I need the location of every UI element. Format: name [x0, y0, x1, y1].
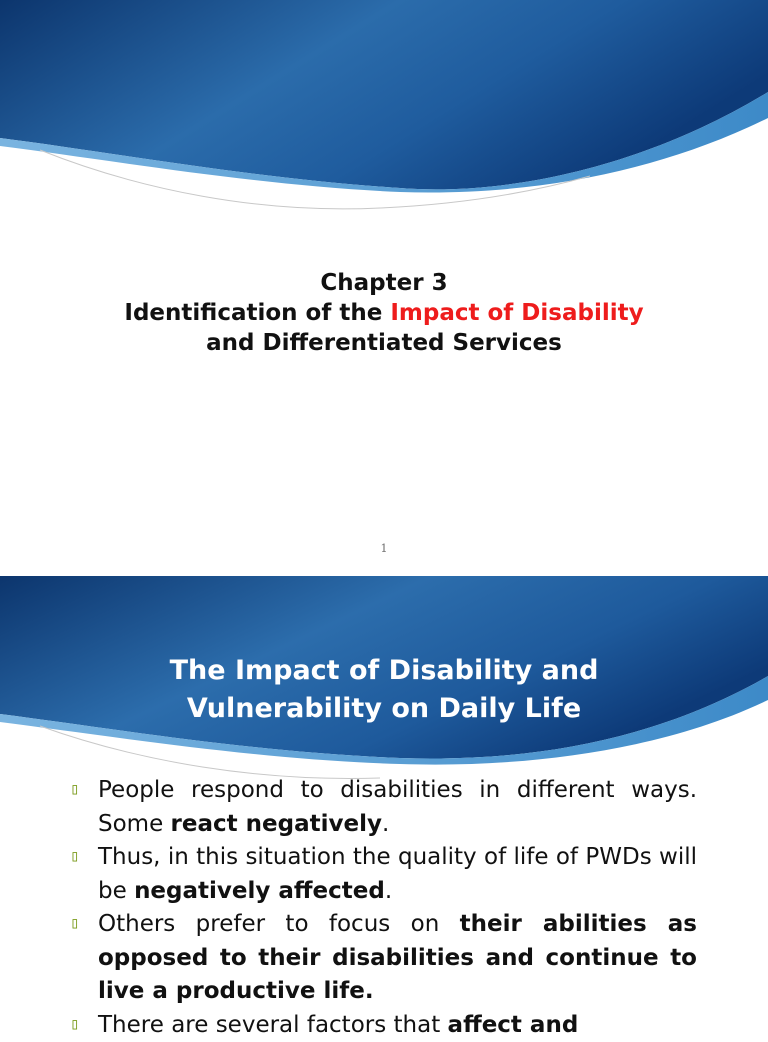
- bullet-icon: ▯: [70, 772, 80, 806]
- bullet-icon: ▯: [70, 839, 80, 873]
- bullet-text: Others prefer to focus on: [98, 911, 460, 937]
- list-item: [70, 908, 697, 1009]
- chapter-title-prefix: Identification of the: [124, 300, 390, 326]
- bullet-list: [70, 774, 697, 1042]
- bullet-text-end: .: [382, 811, 389, 837]
- bullet-icon: ▯: [70, 1007, 80, 1041]
- slide-title: [0, 652, 768, 728]
- bullet-text-end: .: [385, 878, 392, 904]
- list-item: [70, 841, 697, 908]
- bullet-bold-text: their abilities as opposed to their disabilities and continue to live a productive life.: [98, 911, 697, 1004]
- slide-title-line-2: Vulnerability on Daily Life: [0, 690, 768, 728]
- bullet-bold-text: affect and: [448, 1012, 579, 1038]
- chapter-title-line: [0, 298, 768, 328]
- bullet-text: People respond to disabilities in different ways. Some: [98, 777, 697, 837]
- slide-title-line-1: The Impact of Disability and: [0, 652, 768, 690]
- chapter-title-accent: Impact of Disability: [390, 300, 643, 326]
- list-item: [70, 774, 697, 841]
- page-number: 1: [0, 542, 768, 555]
- chapter-title: [0, 268, 768, 358]
- banner-wave: [0, 0, 768, 230]
- bullet-bold-text: negatively affected: [134, 878, 385, 904]
- slide-2: [0, 576, 768, 1024]
- bullet-icon: ▯: [70, 906, 80, 940]
- chapter-subtitle: and Differentiated Services: [0, 328, 768, 358]
- bullet-text: There are several factors that: [98, 1012, 448, 1038]
- bullet-bold-text: react negatively: [171, 811, 382, 837]
- bullet-text: Thus, in this situation the quality of life of PWDs will be: [98, 844, 697, 904]
- slide-separator: [0, 566, 768, 576]
- chapter-number: Chapter 3: [0, 268, 768, 298]
- list-item: [70, 1009, 697, 1042]
